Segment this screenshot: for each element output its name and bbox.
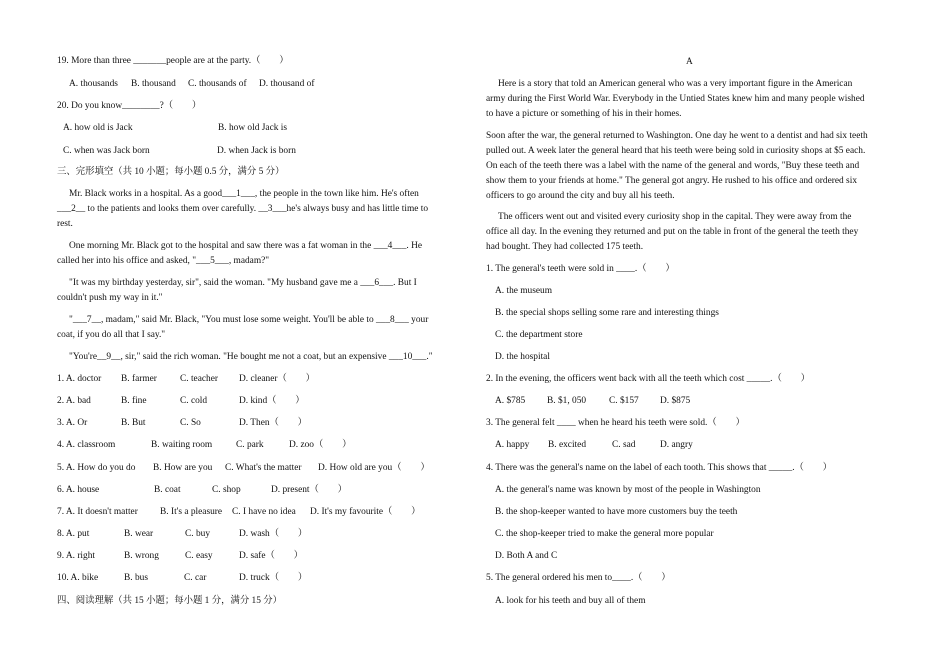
reading-q4-option: D. Both A and C xyxy=(495,551,558,561)
cloze-2-a: 2. A. bad xyxy=(57,396,91,406)
reading-q3-option: D. angry xyxy=(660,440,693,450)
cloze-7-a: 7. A. It doesn't matter xyxy=(57,507,138,517)
cloze-6-d: D. present（ ） xyxy=(271,485,348,495)
reading-line: The officers went out and visited every curiosity shop in the capital. They were away from the xyxy=(498,212,852,222)
cloze-9-d: D. safe（ ） xyxy=(239,551,304,561)
reading-q2-stem: 2. In the evening, the officers went back with all the teeth which cost _____.（ ） xyxy=(486,374,810,384)
cloze-10-c: C. car xyxy=(184,573,207,583)
passage-heading: A xyxy=(686,57,693,67)
cloze-8-a: 8. A. put xyxy=(57,529,90,539)
passage-line: rest. xyxy=(57,219,73,229)
reading-line: pulled out. A week later the general heard that his teeth were being sold in curiosity shops at $5 each. xyxy=(486,146,866,156)
reading-line: office all day. In the evening they returned and put on the table in front of the general the teeth they xyxy=(486,227,859,237)
reading-q3-option: A. happy xyxy=(495,440,530,450)
q20-option-c: C. when was Jack born xyxy=(63,146,150,156)
reading-q3-option: C. sad xyxy=(612,440,636,450)
reading-line: show them to your friends at home." The general got angry. He rushed to his office and ordered six xyxy=(486,176,858,186)
reading-q1-option: A. the museum xyxy=(495,286,553,296)
cloze-7-b: B. It's a pleasure xyxy=(160,507,223,517)
cloze-4-d: D. zoo（ ） xyxy=(289,440,352,450)
passage-line: called her into his office and asked, "___5___, madam?" xyxy=(57,256,270,266)
cloze-4-b: B. waiting room xyxy=(151,440,213,450)
section-4-title: 四、阅读理解（共 15 小题；每小题 1 分，满分 15 分） xyxy=(57,596,283,606)
passage-line: coat, if you do all that I say." xyxy=(57,330,166,340)
reading-q4-option: B. the shop-keeper wanted to have more customers buy the teeth xyxy=(495,507,738,517)
cloze-3-d: D. Then（ ） xyxy=(239,418,308,428)
passage-line: "___7__, madam," said Mr. Black, "You must lose some weight. You'll be able to ___8___ your xyxy=(69,315,429,325)
cloze-7-d: D. It's my favourite（ ） xyxy=(310,507,421,517)
q19-option-b: B. thousand xyxy=(131,79,176,89)
cloze-1-d: D. cleaner（ ） xyxy=(239,374,316,384)
cloze-5-c: C. What's the matter xyxy=(225,463,302,473)
reading-line: had bought. They had collected 175 teeth. xyxy=(486,242,644,252)
q19-option-c: C. thousands of xyxy=(188,79,247,89)
cloze-9-c: C. easy xyxy=(185,551,213,561)
cloze-4-c: C. park xyxy=(236,440,264,450)
passage-line: couldn't push my way in it." xyxy=(57,293,163,303)
q20-option-a: A. how old is Jack xyxy=(63,123,133,133)
cloze-9-a: 9. A. right xyxy=(57,551,96,561)
reading-q2-option: C. $157 xyxy=(609,396,639,406)
cloze-8-d: D. wash（ ） xyxy=(239,529,308,539)
cloze-7-c: C. I have no idea xyxy=(232,507,296,517)
reading-q1-option: B. the special shops selling some rare and interesting things xyxy=(495,308,719,318)
reading-line: officers to go around the city and buy all his teeth. xyxy=(486,191,675,201)
reading-line: On each of the teeth there was a label with the name of the general and words, "Buy these teeth and xyxy=(486,161,860,171)
cloze-4-a: 4. A. classroom xyxy=(57,440,116,450)
cloze-2-d: D. kind（ ） xyxy=(239,396,305,406)
q20-option-d: D. when Jack is born xyxy=(217,146,296,156)
reading-q4-option: C. the shop-keeper tried to make the general more popular xyxy=(495,529,714,539)
reading-q5-option: A. look for his teeth and buy all of them xyxy=(495,596,646,606)
reading-q3-stem: 3. The general felt ____ when he heard his teeth were sold.（ ） xyxy=(486,418,745,428)
reading-q2-option: B. $1, 050 xyxy=(547,396,587,406)
q19-option-a: A. thousands xyxy=(69,79,118,89)
cloze-3-b: B. But xyxy=(121,418,146,428)
cloze-8-b: B. wear xyxy=(124,529,154,539)
reading-q4-option: A. the general's name was known by most of the people in Washington xyxy=(495,485,761,495)
reading-line: Soon after the war, the general returned to Washington. One day he went to a dentist and had six teeth xyxy=(486,131,868,141)
cloze-3-c: C. So xyxy=(180,418,201,428)
reading-q1-option: C. the department store xyxy=(495,330,583,340)
passage-line: "It was my birthday yesterday, sir", said the woman. "My husband gave me a ___6___. But I xyxy=(69,278,417,288)
cloze-1-b: B. farmer xyxy=(121,374,157,384)
reading-q1-stem: 1. The general's teeth were sold in ____.（ ） xyxy=(486,264,675,274)
cloze-1-a: 1. A. doctor xyxy=(57,374,102,384)
reading-line: to have a picture or something of his in their homes. xyxy=(486,109,682,119)
passage-line: "You're__9__, sir," said the rich woman. "He bought me not a coat, but an expensive ___10___." xyxy=(69,352,433,362)
reading-q5-stem: 5. The general ordered his men to____.（ ） xyxy=(486,573,671,583)
cloze-2-c: C. cold xyxy=(180,396,208,406)
q20-option-b: B. how old Jack is xyxy=(218,123,288,133)
passage-line: ___2__ to the patients and looks them over carefully. __3___he's always busy and has little time to xyxy=(57,204,429,214)
cloze-10-a: 10. A. bike xyxy=(57,573,99,583)
cloze-10-d: D. truck（ ） xyxy=(239,573,308,583)
cloze-5-b: B. How are you xyxy=(153,463,213,473)
reading-q2-option: A. $785 xyxy=(495,396,526,406)
cloze-6-b: B. coat xyxy=(154,485,181,495)
cloze-8-c: C. buy xyxy=(185,529,211,539)
cloze-5-a: 5. A. How do you do xyxy=(57,463,136,473)
cloze-2-b: B. fine xyxy=(121,396,147,406)
passage-line: One morning Mr. Black got to the hospital and saw there was a fat woman in the ___4___. He xyxy=(69,241,423,251)
cloze-5-d: D. How old are you（ ） xyxy=(318,463,430,473)
question-20-stem: 20. Do you know________?（ ） xyxy=(57,101,202,111)
reading-line: army during the First World War. Everybody in the Untied States knew him and many people wished xyxy=(486,94,865,104)
reading-q2-option: D. $875 xyxy=(660,396,691,406)
section-3-title: 三、完形填空（共 10 小题；每小题 0.5 分，满分 5 分） xyxy=(57,167,285,177)
cloze-6-c: C. shop xyxy=(212,485,241,495)
cloze-10-b: B. bus xyxy=(124,573,148,583)
cloze-1-c: C. teacher xyxy=(180,374,218,384)
cloze-9-b: B. wrong xyxy=(124,551,159,561)
cloze-3-a: 3. A. Or xyxy=(57,418,88,428)
reading-q4-stem: 4. There was the general's name on the label of each tooth. This shows that _____.（ ） xyxy=(486,463,833,473)
cloze-6-a: 6. A. house xyxy=(57,485,100,495)
q19-option-d: D. thousand of xyxy=(259,79,315,89)
question-19-stem: 19. More than three _______people are at the party.（ ） xyxy=(57,56,289,66)
reading-q3-option: B. excited xyxy=(548,440,587,450)
reading-line: Here is a story that told an American general who was a very important figure in the American xyxy=(498,79,853,89)
passage-line: Mr. Black works in a hospital. As a good___1___, the people in the town like him. He's often xyxy=(69,189,419,199)
reading-q1-option: D. the hospital xyxy=(495,352,550,362)
